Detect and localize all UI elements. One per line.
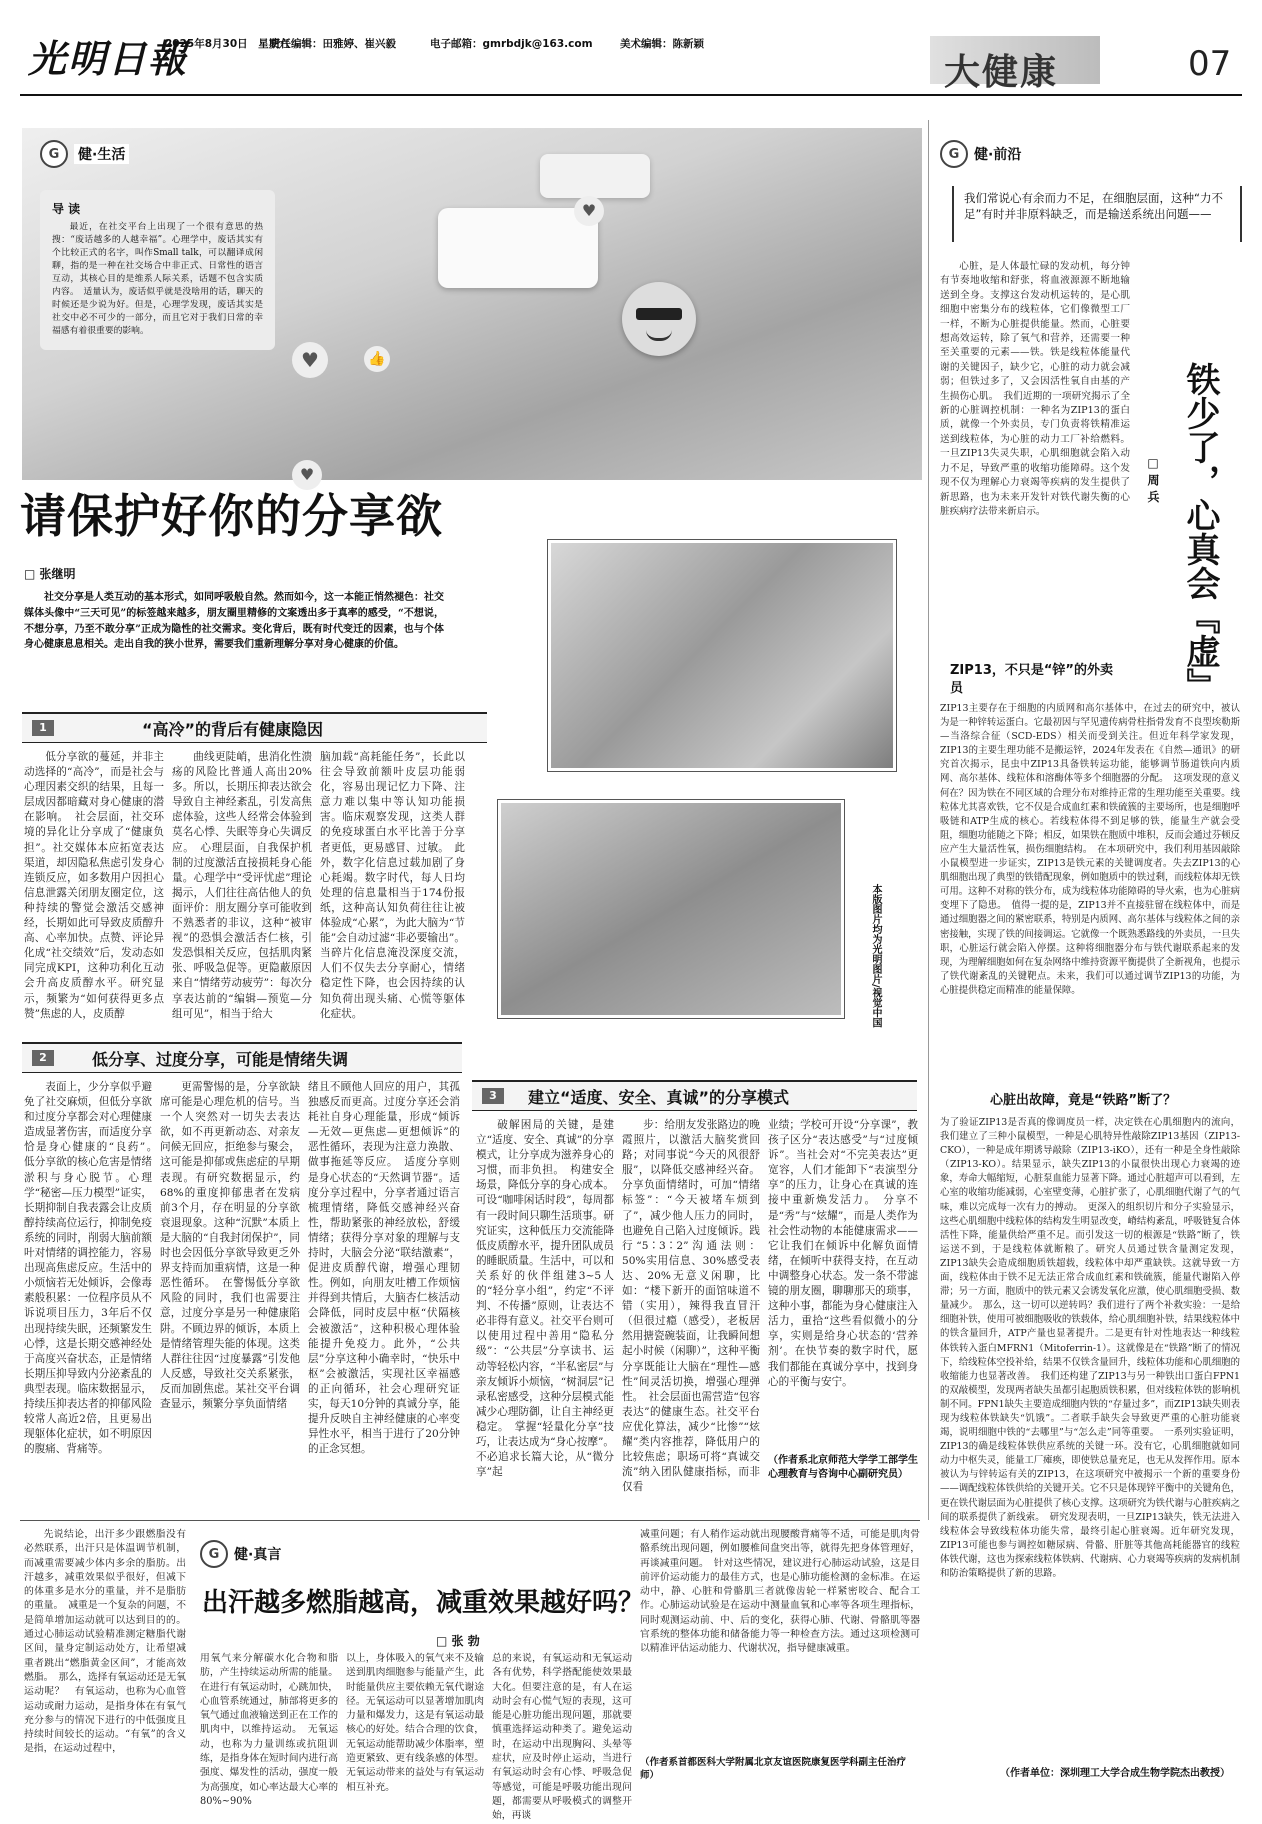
emoji-sunglasses-icon bbox=[622, 282, 696, 356]
right-title: 铁少了，心真会『虚』 bbox=[1180, 362, 1220, 702]
bottom-rule bbox=[20, 1520, 920, 1521]
bottom-col1: 用氧气来分解碳水化合物和脂肪，产生持续运动所需的能量。在进行有氧运动时，心跳加快，心血管系统通过，肺部将更多的氧气通过血液输送到正在工作的肌肉中，以维持运动。 无氧运动，也称为力量训练或抗阻训练，是指身体在短时间内进行高强度、爆发性的活动，强度一般为高强度，如心率达最大心率的80%~90% bbox=[200, 1653, 338, 1807]
guide-title: 导 读 bbox=[52, 202, 81, 216]
guide-box bbox=[40, 190, 275, 350]
pull-quote-box bbox=[952, 186, 1242, 242]
sec3-col1: 破解困局的关键，是建立“适度、安全、真诚”的分享模式，让分享成为滋养身心的习惯，而非负担。 构建安全场景，降低分享的身心成本。可设“咖啡闲话时段”，每周都有一段时间只聊生活琐事。研究证实，这种低压力交流能降低皮质醇水平，提升团队成员的睡眠质量。生活中，可以和关系好的伙伴组建3~5人的“轻分享小组”，约定“不评判、不传播”原则，让表达不必非得有意义。社交平台则可以使用过程中善用“隐私分级”：“公共层”分享读书、运动等轻松内容，“半私密层”与亲友倾诉小烦恼，“树洞层”记录私密感受，这种分层模式能减少心理防御，让自主神经更稳定。 掌握“轻量化分享”技巧，让表达成为“身心按摩”。不必追求长篇大论，从“微分享”起 bbox=[476, 1119, 614, 1479]
hero-intro: 社交分享是人类互动的基本形式，如同呼吸般自然。然而如今，这一本能正悄然褪色：社交媒体头像中“三天可见”的标签越来越多，朋友圈里精修的文案透出多于真率的感受，“不想说，不想分享，乃至不敢分享”正成为隐性的社交需求。变化背后，既有时代变迁的因素，也与个体身心健康息息相关。走出自我的狭小世界，需要我们重新理解分享对身心健康的价值。 bbox=[24, 592, 444, 651]
right-byline: □ 周 兵 bbox=[1146, 456, 1160, 503]
photo-credit: 本版图片均为光明图片/视觉中国 bbox=[870, 884, 881, 1028]
newspaper-logo: 光明日報 bbox=[28, 36, 189, 81]
section-number: 3 bbox=[482, 1088, 504, 1104]
bottom-col4: 减重问题；有人稍作运动就出现腰酸背痛等不适，可能是肌肉骨骼系统出现问题，例如腰椎间盘突出等，就得先把身体管理好，再谈减重问题。 针对这些情况，建议进行心肺运动试验，这是目前评价运动能力的最佳方式，也是心肺功能检测的金标准。在运动中，静、心脏和骨骼肌三者就像齿轮一样紧密咬合、配合工作。心肺运动试验是在运动中测量血氧和心率等各项生理指标，同时观测运动前、中、后的变化，获得心肺、代谢、骨骼肌等器官系统的整体功能和储备能力等一种检查方法。通过这项检测可以精准评估运动能力、代谢状况，指导健康减重。 bbox=[640, 1529, 920, 1655]
section-name: 大健康 bbox=[944, 52, 1059, 93]
right-author-note: （作者单位：深圳理工大学合成生物学院杰出教授） bbox=[1000, 1768, 1230, 1779]
sec3-col3: 业绩；学校可开设“分享课”，教孩子区分“表达感受”与“过度倾诉”。当社会对“不完美表达”更宽容，人们才能卸下“表演型分享”的压力，让身心在真诚的连接中重新焕发活力。 分享不是“秀”与“炫耀”，而是人类作为社会性动物的本能健康需求——它让我们在倾诉中化解负面情绪，在倾听中获得支持，在互动中调整身心状态。发一条不带滤镜的朋友圈，聊聊那天的琐事，这种小事，都能为身心健康注入活力，重拾“这些看似微小的分享，实则是给身心状态的‘营养剂’。在快节奏的数字时代，愿我们都能在真诚分享中，找到身心的平衡与安宁。 bbox=[768, 1119, 918, 1388]
section-2-header bbox=[22, 1042, 462, 1073]
section-title: “高冷”的背后有健康隐因 bbox=[142, 719, 324, 739]
sec3-col2: 步：给朋友发张路边的晚霞照片，以激活大脑奖赏回路；对同事说“今天的风很舒服”，以降低交感神经兴奋。分享负面情绪时，可加“情绪标签”：“今天被堵车烦到了”，减少他人压力的同时，也避免自己陷入过度倾诉。践行“5∶3∶2”沟通法则：50%实用信息、30%感受表达、20%无意义闲聊，比如：“楼下新开的面馆味道不错（实用），辣得我直冒汗（但很过瘾（感受），老板居然用搪瓷碗装面，让我瞬间想起小时候（闲聊）”，这种平衡分享既能让大脑在“理性—感性”间灵活切换，增强心理弹性。 社会层面也需营造“包容表达”的健康生态。社交平台应优化算法，减少“比惨”“炫耀”类内容推荐，降低用户的比较焦虑；职场可将“真诚交流”纳入团队健康指标，而非仅看 bbox=[622, 1119, 760, 1494]
bottom-col3: 总的来说，有氧运动和无氧运动各有优势，科学搭配能使效果最大化。但要注意的是，有人在运动时会有心慌气短的表现，这可能是心脏功能出现问题，那就要慎重选择运动种类了。避免运动时，在运动中出现胸闷、头晕等症状，应及时停止运动，当进行有氧运动时会有心悸、呼吸急促等感觉，可能是呼吸功能出现问题，都需要从呼吸模式的调整开始，再谈 bbox=[492, 1653, 632, 1822]
sec3-col3-wrap bbox=[768, 1118, 918, 1518]
section-title: 建立“适度、安全、真诚”的分享模式 bbox=[528, 1087, 790, 1107]
bottom-byline: □ 张 勃 bbox=[436, 1634, 480, 1648]
email: 电子邮箱：gmrbdjk@163.com bbox=[430, 38, 593, 50]
bottom-headline: 出汗越多燃脂越高，减重效果越好吗？ bbox=[202, 1588, 645, 1618]
right-subhead-1: ZIP13，不只是“锌”的外卖员 bbox=[950, 663, 1113, 696]
section-tag-health-life: G 健·生活 bbox=[40, 140, 129, 168]
sec2-col2: 更需警惕的是，分享欲缺席可能是心理危机的信号。当一个人突然对一切失去表达欲，如不再更新动态、对亲友问候无回应，拒绝参与聚会，这可能是抑郁或焦虑症的早期表现。有研究数据显示，约68%的重度抑郁患者在发病前3个月，存在明显的分享欲衰退现象。这种“沉默”本质上是大脑的“自我封闭保护”，同时也会因低分享欲导致更乏外界支持而加重病情，这是一种恶性循环。 在警惕低分享欲风险的同时，我们也需要注意，过度分享是另一种健康陷阱。不顾边界的倾诉，本质上是情绪管理失能的体现。这类人群往往因“过度暴露”引发他人反感，导致社交关系紧张，反而加剧焦虑。某社交平台调查显示，频繁分享负面情绪 bbox=[160, 1081, 300, 1410]
masthead-rule bbox=[20, 94, 1242, 96]
heart-icon: ♥ bbox=[292, 342, 328, 378]
column-divider bbox=[928, 120, 929, 1520]
chat-bubble-icon bbox=[540, 154, 650, 198]
heart-icon: ♥ bbox=[292, 460, 322, 490]
section-title: 低分享、过度分享，可能是情绪失调 bbox=[92, 1049, 349, 1069]
art-editor: 美术编辑：陈新颖 bbox=[620, 38, 704, 50]
masthead bbox=[0, 0, 1262, 96]
bottom-author-note: （作者系首都医科大学附属北京友谊医院康复医学科副主任治疗师） bbox=[640, 1757, 907, 1781]
section-tag-health-truth: G 健·真言 bbox=[200, 1540, 281, 1568]
pull-quote: 我们常说心有余而力不足，在细胞层面，这种“力不足”有时并非原料缺乏，而是输送系统出问题—— bbox=[964, 191, 1223, 221]
section-number: 2 bbox=[32, 1050, 54, 1066]
section-3-header bbox=[472, 1080, 917, 1111]
page-number: 07 bbox=[1188, 44, 1232, 84]
hero-byline: □ 张继明 bbox=[24, 567, 76, 581]
right-lead: 心脏，是人体最忙碌的发动机，每分钟有节奏地收缩和舒张，将血液源源不断地输送到全身。支撑这台发动机运转的，是心肌细胞中密集分布的线粒体，它们像微型工厂一样，不断为心脏提供能量。然而，心脏要想高效运转，除了氧气和营养，还需要一种至关重要的元素——铁。铁是线粒体能量代谢的关键因子，缺少它，心脏的动力就会减弱；但铁过多了，又会因活性氧自由基的产生损伤心肌。 我们近期的一项研究揭示了全新的心脏调控机制：一种名为ZIP13的蛋白质，就像一个外卖员，专门负责将铁精准运送到线粒体，为心脏的动力工厂补给燃料。一旦ZIP13失灵失职，心肌细胞就会陷入动力不足，导致严重的收缩功能障碍。这个发现不仅为理解心力衰竭等疾病的发生提供了新思路，也为未来开发针对铁代谢失衡的心脏疾病疗法带来新启示。 bbox=[940, 261, 1130, 517]
guide-text: 最近，在社交平台上出现了一个很有意思的热搜：“废话越多的人越幸福”。心理学中，废话其实有个比较正式的名字，叫作Small talk，可以翻译成闲聊，指的是一种在社交场合中非正式、日常性的语言互动，其核心目的是维系人际关系，话题不包含实质内容。 适量认为，废话似乎就是没啥用的话，聊天的时候还是少说为好。但是，心理学发现，废话其实是社交中必不可少的一部分，而且它对于我们日常的幸福感有着很重要的影响。 bbox=[52, 222, 263, 336]
g-logo-icon: G bbox=[40, 140, 68, 168]
heart-icon: ♥ bbox=[574, 196, 604, 226]
editors: 责任编辑：田雅婷、崔兴毅 bbox=[270, 38, 396, 50]
sec1-col1: 低分享欲的蔓延，并非主动选择的“高冷”，而是社会与心理因素交织的结果，且每一层成因都暗藏对身心健康的潜在影响。 社会层面，社交环境的异化让分享成了“健康负担”。社交媒体本应拓宽表达渠道，却因隐私焦虑引发身心连锁反应，如多数用户因担心信息泄露关闭朋友圈定位，这种持续的警觉会激活交感神经，长期如此可导致皮质醇升高、心率加快。点赞、评论异化成“社交绩效”后，发动态如同完成KPI，这种功利化互动会升高皮质醇水平。研究显示，频繁为“如何获得更多点赞”焦虑的人，皮质醇 bbox=[24, 751, 164, 1020]
bottom-col4-wrap bbox=[640, 1528, 920, 1782]
g-logo-icon: G bbox=[940, 140, 968, 168]
photo-friends-sofa bbox=[548, 540, 896, 771]
bottom-col0: 先说结论，出汗多少跟燃脂没有必然联系，出汗只是体温调节机制，而减重需要减少体内多余的脂肪。出汗越多，减重效果似乎很好，但减下的体重多是水分的重量，并不是脂肪的重量。 减重是一个复杂的问题，不是简单增加运动就可以达到目的的。通过心肺运动试验精准测定糖脂代谢区间，量身定制运动处方，让希望减重者跳出“燃脂黄金区间”，才能高效燃脂。 那么，选择有氧运动还是无氧运动呢？ 有氧运动，也称为心血管运动或耐力运动，是指身体在有氧气充分参与的情况下进行的中低强度且持续时间较长的运动。“有氧”的含义是指，在运动过程中， bbox=[24, 1529, 186, 1755]
right-body-1: ZIP13主要存在于细胞的内质网和高尔基体中，在过去的研究中，被认为是一种锌转运蛋白。它最初因与罕见遗传病骨柱指骨发育不良型埃勒斯—当洛综合征（SCD-EDS）相关而受到关注。但近年科学家发现，ZIP13的主要生理功能不是搬运锌，2024年发表在《自然—通讯》的研究首次揭示，昆虫中ZIP13具备铁转运功能，能够调节肠道铁向内质网、高尔基体、线粒体和溶酶体等多个细胞器的分配。 这项发现的意义何在？因为铁在不同区域的合理分布对维持正常的生理功能至关重要。线粒体尤其喜欢铁，它不仅是合成血红素和铁硫簇的主要场所，也是细胞呼吸链和ATP生成的核心。若线粒体得不到足够的铁，能量生产就会受阻，细胞功能随之下降；相反，如果铁在胞质中堆积，反而会通过芬顿反应产生大量活性氧，损伤细胞结构。 在本项研究中，我们利用基因敲除小鼠模型进一步证实，ZIP13是铁元素的关键调度者。失去ZIP13的心肌细胞出现了典型的铁错配现象，例如胞质中的铁过剩，而线粒体却无铁可用。这种不对称的铁分布，成为线粒体功能障碍的导火索，也为心脏病变埋下了隐患。 值得一提的是，ZIP13并不直接驻留在线粒体中，而是通过细胞器之间的紧密联系，特别是内质网、高尔基体与线粒体之间的亲密接触，实现了铁的间接调运。它就像一个既熟悉路线的外卖员，一旦失职，心脏运行就会陷入停摆。这种将细胞器分布与铁代谢联系起来的发现，为理解细胞如何在复杂网络中维持资源平衡提供了全新视角，也提示了铁代谢紊乱的关键靶点。未来，我们可以通过调节ZIP13的功能，为心脏提供稳定而精准的能量保障。 bbox=[940, 703, 1241, 996]
sec1-col3: 脑加载“高耗能任务”，长此以往会导致前额叶皮层功能弱化，容易出现记忆力下降、注意力难以集中等认知功能损害。临床观察发现，这类人群的免疫球蛋白水平比善于分享者更低，更易感冒、过敏。 此外，数字化信息过载加剧了身心耗竭。数字时代，每人日均处理的信息量相当于174份报纸，这种高认知负荷往往让被体验成“心累”，为此大脑为“节能”会自动过滤“非必要输出”。当碎片化信息淹没深度交流，人们不仅失去分享耐心，情绪稳定性下降，也会因持续的认知负荷出现头痛、心慌等躯体化症状。 bbox=[320, 751, 465, 1020]
right-subhead-2: 心脏出故障，竟是“铁路”断了？ bbox=[990, 1093, 1177, 1108]
sec2-col1: 表面上，少分享似乎避免了社交麻烦，但低分享欲和过度分享都会对心理健康造成显著伤害，而适度分享恰是身心健康的“良药”。 低分享欲的核心危害是情绪淤积与身心脱节。心理学“秘密—压力模型”证实，长期抑制自我表露会让皮质醇持续高位运行，抑制免疫系统的同时，削弱大脑前额叶对情绪的调控能力，容易出现高焦虑反应。生活中的小烦恼若无处倾诉，会像毒素般积累：一位程序员从不诉说项目压力，3年后不仅出现持续失眠，还频繁发生心悸，这是长期交感神经处于高度兴奋状态，正是情绪长期压抑导致内分泌紊乱的典型表现。临床数据显示，持续压抑表达者的抑郁风险较常人高近2倍，且更易出现躯体化症状，如不明原因的腹痛、背痛等。 bbox=[24, 1081, 163, 1456]
sec3-author-note: （作者系北京师范大学学工部学生心理教育与咨询中心副研究员） bbox=[768, 1455, 918, 1480]
section-1-header bbox=[22, 712, 487, 743]
section-number: 1 bbox=[32, 720, 54, 736]
date-line: 2025年8月30日 星期六 bbox=[165, 38, 290, 50]
photo-family-table bbox=[498, 800, 844, 1018]
sec1-col2: 曲线更陡峭，患消化性溃疡的风险比普通人高出20%多。所以，长期压抑表达欲会导致自主神经紊乱，引发高焦虑体验，这些人经常会体验到莫名心悸、失眠等身心失调反应。 心理层面，自我保护机制的过度激活直接损耗身心能量。心理学中“受评忧虑”理论揭示，人们往往高估他人的负面评价：朋友圈分享可能收到不熟悉者的非议，这种“被审视”的恐惧会激活杏仁核，引发恐惧相关反应，包括肌肉紧张、呼吸急促等。更隐蔽原因来自“情绪劳动疲劳”：每次分享表达前的“编辑—预览—分组可见”，相当于给大 bbox=[172, 751, 312, 1020]
sec2-col3: 绪且不顾他人回应的用户，其孤独感反而更高。过度分享还会消耗社自身心理能量，形成“倾诉—无效—更焦虑—更想倾诉”的恶性循环，表现为注意力涣散、做事拖延等反应。 适度分享则是身心状态的“天然调节器”。适度分享过程中，分享者通过语言梳理情绪，降低交感神经兴奋性，帮助紧张的神经放松，舒缓情绪；获得分享对象的理解与支持时，大脑会分泌“联结激素”，促进皮质醇代谢，增强心理韧性。例如，向朋友吐槽工作烦恼并得到共情后，大脑杏仁核活动会降低，同时皮层中枢“伏隔核会被激活”，这种积极心理体验能提升免疫力。此外，“公共层”分享这种小确幸时，“快乐中枢”会被激活，实现社区幸福感的正向循环，社会心理研究证实，每天10分钟的真诚分享，能提升反映自主神经健康的心率变异性水平，相当于进行了20分钟的正念冥想。 bbox=[308, 1081, 460, 1456]
thumbs-up-icon: 👍 bbox=[364, 346, 390, 372]
g-logo-icon: G bbox=[200, 1540, 228, 1568]
hero-headline: 请保护好你的分享欲 bbox=[20, 489, 443, 543]
section-tag-health-frontier: G 健·前沿 bbox=[940, 140, 1021, 168]
chat-bubble-icon bbox=[438, 208, 598, 288]
bottom-col2: 以上，身体吸入的氧气来不及输送到肌肉细胞参与能量产生，此时能量供应主要依赖无氧代谢途径。无氧运动可以显著增加肌肉力量和爆发力，这是有氧运动最核心的好处。结合合理的饮食，无氧运动能帮助减少体脂率，塑造更紧致、更有线条感的体型。无氧运动带来的益处与有氧运动相互补充。 bbox=[346, 1653, 484, 1793]
right-body-2: 为了验证ZIP13是否真的像调度员一样，决定铁在心肌细胞内的流向，我们建立了三种小鼠模型，一种是心肌特异性敲除ZIP13基因（ZIP13-CKO），一种是成年期诱导敲除（ZIP13-iKO），还有一种是全身性敲除（ZIP13-KO）。结果显示，缺失ZIP13的小鼠很快出现心力衰竭的迹象，寿命大幅缩短，心脏泵血能力显著下降。通过心脏超声可以看到，左心室的收缩功能减弱，心室壁变薄，心脏扩张了，心肌细胞代谢了气的气味，难以完成每一次有力的搏动。 更深入的组织切片和分子实验显示，这些心肌细胞中线粒体的结构发生明显改变，嵴结构紊乱，呼吸链复合体活性下降，能量供给严重不足。而引发这一切的根源是“铁路”断了，铁运送不到，于是线粒体就断粮了。研究人员通过铁含量测定发现，ZIP13缺失会造成细胞质铁超载，线粒体中却严重缺铁。这就导致一方面，线粒体由于铁不足无法正常合成血红素和铁硫簇，能量代谢陷入停滞；另一方面，胞质中的铁元素又会诱发氧化应激，使心肌细胞受损、数量减少。 那么，这一切可以逆转吗？我们进行了两个补救实验：一是给细胞补铁，使用可被细胞吸收的铁载体，给心肌细胞补铁，结果线粒体中的铁含量回升，ATP产量也显著提升。二是更有针对性地表达一种线粒体铁转入蛋白MFRN1（Mitoferrin-1）。这就像是在“铁路”断了的情况下，给线粒体空投补给，结果不仅铁含量回升，线粒体功能和心肌细胞的收缩能力也显著改善。 我们还构建了ZIP13与另一种铁出口蛋白FPN1的双敲模型，发现两者缺失虽都引起胞质铁积累，但对线粒体铁的影响机制不同。FPN1缺失主要造成细胞内铁的“存量过多”，而ZIP13缺失则表现为线粒体铁缺失“饥饿”。二者联手缺失会导致更严重的心脏功能衰竭，说明细胞中铁的“去哪里”与“怎么走”同等重要。 一系列实验证明，ZIP13的确是线粒体铁供应系统的关键一环。没有它，心肌细胞就如同动力中枢失灵，能量工厂瘫痪，即使铁总量充足，也无从发挥作用。原本被认为与锌转运有关的ZIP13，在这项研究中被揭示一个新的重要身份——调配线粒体铁供给的关键开关。它不只是体现锌平衡中的关键角色，更在铁代谢层面为心脏提供了核心支撑。这项研究为铁代谢与心脏疾病之间的联系提供了新线索。 研究发现表明，一旦ZIP13缺失，铁无法进入线粒体会导致线粒体功能失常，最终引起心脏衰竭。近年研究发现，ZIP13可能也参与调控如糖尿病、骨骼、肝脏等其他高耗能器官的线粒体铁代谢，这也为探索线粒体铁病、代谢病、心力衰竭等疾病的发病机制和防治策略提供了新的思路。 bbox=[940, 1117, 1241, 1579]
